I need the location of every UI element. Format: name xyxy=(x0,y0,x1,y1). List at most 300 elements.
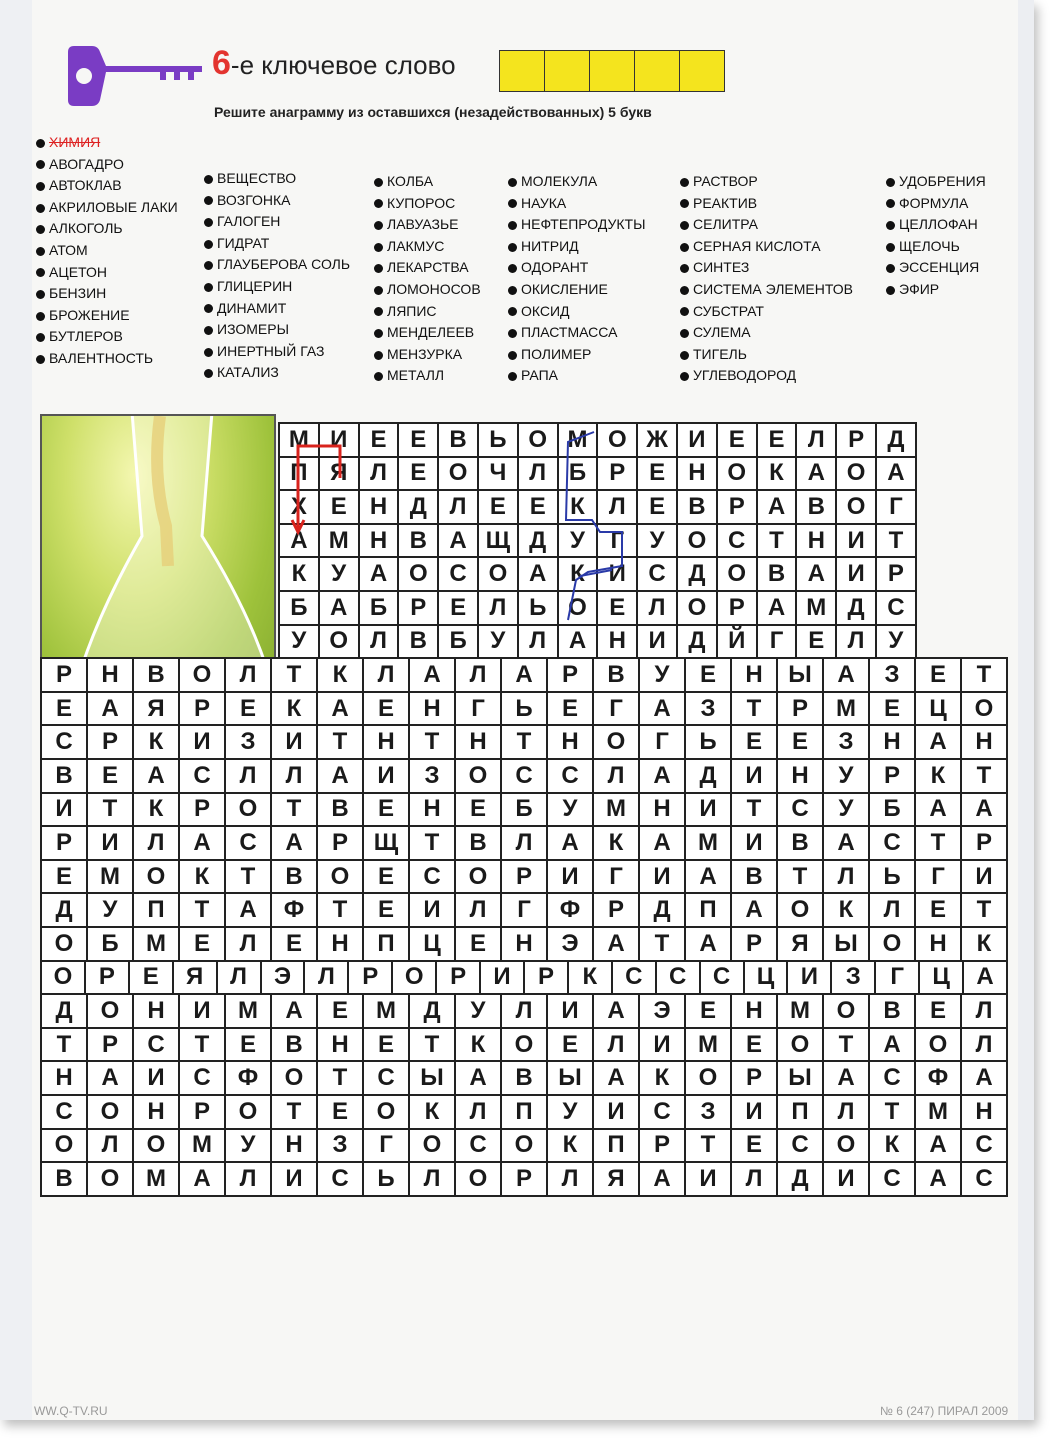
grid-cell[interactable]: Н xyxy=(408,691,456,727)
grid-cell[interactable]: С xyxy=(40,724,88,760)
grid-cell[interactable]: У xyxy=(477,624,519,660)
grid-cell[interactable]: А xyxy=(638,758,686,794)
grid-cell[interactable]: О xyxy=(224,1094,272,1130)
grid-cell[interactable]: Д xyxy=(776,1161,824,1197)
grid-cell[interactable]: И xyxy=(178,993,226,1029)
grid-cell[interactable]: О xyxy=(684,1060,732,1096)
grid-cell[interactable]: Л xyxy=(216,960,262,996)
grid-cell[interactable]: Ф xyxy=(546,892,594,928)
grid-cell[interactable]: В xyxy=(270,1027,318,1063)
grid-cell[interactable]: К xyxy=(557,489,599,525)
grid-cell[interactable]: М xyxy=(132,926,180,962)
grid-cell[interactable]: Р xyxy=(435,960,481,996)
grid-cell[interactable]: З xyxy=(830,960,876,996)
grid-cell[interactable]: Е xyxy=(362,859,410,895)
grid-cell[interactable]: Л xyxy=(795,422,837,458)
grid-cell[interactable]: У xyxy=(546,792,594,828)
grid-cell[interactable]: С xyxy=(316,1161,364,1197)
grid-cell[interactable]: И xyxy=(822,1161,870,1197)
grid-cell[interactable]: А xyxy=(914,724,962,760)
grid-cell[interactable]: Т xyxy=(224,859,272,895)
grid-cell[interactable]: О xyxy=(40,960,86,996)
grid-cell[interactable]: Т xyxy=(408,825,456,861)
grid-cell[interactable]: Т xyxy=(408,1027,456,1063)
grid-cell[interactable]: А xyxy=(638,1161,686,1197)
grid-cell[interactable]: Т xyxy=(776,859,824,895)
grid-cell[interactable]: Е xyxy=(546,691,594,727)
grid-cell[interactable]: С xyxy=(875,590,917,626)
grid-cell[interactable]: Е xyxy=(224,691,272,727)
grid-cell[interactable]: М xyxy=(795,590,837,626)
grid-cell[interactable]: З xyxy=(868,657,916,693)
grid-cell[interactable]: Е xyxy=(40,859,88,895)
grid-cell[interactable]: О xyxy=(716,556,758,592)
grid-cell[interactable]: Т xyxy=(960,758,1008,794)
grid-cell[interactable]: Й xyxy=(716,624,758,660)
grid-cell[interactable]: С xyxy=(638,1094,686,1130)
grid-cell[interactable]: О xyxy=(676,590,718,626)
grid-cell[interactable]: О xyxy=(224,792,272,828)
grid-cell[interactable]: Л xyxy=(454,657,502,693)
grid-cell[interactable]: А xyxy=(960,792,1008,828)
grid-cell[interactable]: Д xyxy=(676,556,718,592)
grid-cell[interactable]: Е xyxy=(316,1094,364,1130)
grid-cell[interactable]: Н xyxy=(914,926,962,962)
grid-cell[interactable]: Е xyxy=(730,724,778,760)
grid-cell[interactable]: Р xyxy=(868,758,916,794)
grid-cell[interactable]: Л xyxy=(835,624,877,660)
grid-cell[interactable]: К xyxy=(868,1128,916,1164)
grid-cell[interactable]: С xyxy=(636,556,678,592)
grid-cell[interactable]: Р xyxy=(397,590,439,626)
answer-box[interactable] xyxy=(679,50,725,92)
grid-cell[interactable]: И xyxy=(684,1161,732,1197)
grid-cell[interactable]: М xyxy=(776,993,824,1029)
grid-cell[interactable]: И xyxy=(132,1060,180,1096)
grid-cell[interactable]: Е xyxy=(636,489,678,525)
grid-cell[interactable]: Т xyxy=(822,1027,870,1063)
grid-cell[interactable]: Р xyxy=(776,691,824,727)
grid-cell[interactable]: В xyxy=(454,825,502,861)
grid-cell[interactable]: Л xyxy=(592,1027,640,1063)
grid-cell[interactable]: Б xyxy=(358,590,400,626)
grid-cell[interactable]: Л xyxy=(270,758,318,794)
grid-cell[interactable]: К xyxy=(914,758,962,794)
grid-cell[interactable]: Р xyxy=(316,825,364,861)
grid-cell[interactable]: И xyxy=(684,792,732,828)
grid-cell[interactable]: Р xyxy=(523,960,569,996)
grid-cell[interactable]: В xyxy=(500,1060,548,1096)
grid-cell[interactable]: Л xyxy=(960,993,1008,1029)
grid-cell[interactable]: К xyxy=(454,1027,502,1063)
grid-cell[interactable]: Л xyxy=(592,758,640,794)
grid-cell[interactable]: И xyxy=(786,960,832,996)
grid-cell[interactable]: П xyxy=(362,926,410,962)
grid-cell[interactable]: А xyxy=(684,859,732,895)
grid-cell[interactable]: Н xyxy=(795,523,837,559)
grid-cell[interactable]: Ф xyxy=(914,1060,962,1096)
grid-cell[interactable]: А xyxy=(408,657,456,693)
grid-cell[interactable]: К xyxy=(546,1128,594,1164)
grid-cell[interactable]: Л xyxy=(454,1094,502,1130)
grid-cell[interactable]: А xyxy=(592,993,640,1029)
grid-cell[interactable]: И xyxy=(835,556,877,592)
grid-cell[interactable]: С xyxy=(546,758,594,794)
grid-cell[interactable]: О xyxy=(835,456,877,492)
grid-cell[interactable]: М xyxy=(178,1128,226,1164)
grid-cell[interactable]: О xyxy=(316,859,364,895)
grid-cell[interactable]: Р xyxy=(178,792,226,828)
grid-cell[interactable]: Б xyxy=(500,792,548,828)
grid-cell[interactable]: Ы xyxy=(776,657,824,693)
grid-cell[interactable]: В xyxy=(316,792,364,828)
grid-cell[interactable]: К xyxy=(316,657,364,693)
grid-cell[interactable]: Л xyxy=(224,926,272,962)
grid-cell[interactable]: Е xyxy=(546,1027,594,1063)
grid-cell[interactable]: Д xyxy=(835,590,877,626)
grid-cell[interactable]: О xyxy=(40,926,88,962)
grid-cell[interactable]: П xyxy=(776,1094,824,1130)
grid-cell[interactable]: У xyxy=(875,624,917,660)
grid-cell[interactable]: В xyxy=(397,523,439,559)
grid-cell[interactable]: Р xyxy=(730,926,778,962)
grid-cell[interactable]: Е xyxy=(477,489,519,525)
grid-cell[interactable]: Ж xyxy=(636,422,678,458)
grid-cell[interactable]: С xyxy=(868,825,916,861)
grid-cell[interactable]: А xyxy=(868,1027,916,1063)
grid-cell[interactable]: Д xyxy=(40,892,88,928)
grid-cell[interactable]: Л xyxy=(546,1161,594,1197)
grid-cell[interactable]: И xyxy=(408,892,456,928)
grid-cell[interactable]: Д xyxy=(408,993,456,1029)
grid-cell[interactable]: Р xyxy=(86,724,134,760)
grid-cell[interactable]: О xyxy=(776,1027,824,1063)
grid-cell[interactable]: М xyxy=(132,1161,180,1197)
grid-cell[interactable]: С xyxy=(437,556,479,592)
grid-cell[interactable]: Е xyxy=(684,993,732,1029)
grid-cell[interactable]: П xyxy=(278,456,320,492)
grid-cell[interactable]: С xyxy=(178,1060,226,1096)
grid-cell[interactable]: И xyxy=(638,1027,686,1063)
grid-cell[interactable]: С xyxy=(132,1027,180,1063)
grid-cell[interactable]: А xyxy=(756,489,798,525)
grid-cell[interactable]: К xyxy=(278,556,320,592)
grid-cell[interactable]: Н xyxy=(132,993,180,1029)
grid-cell[interactable]: Г xyxy=(756,624,798,660)
grid-cell[interactable]: Н xyxy=(730,657,778,693)
grid-cell[interactable]: У xyxy=(638,657,686,693)
grid-cell[interactable]: А xyxy=(318,590,360,626)
grid-cell[interactable]: З xyxy=(408,758,456,794)
grid-cell[interactable]: А xyxy=(178,825,226,861)
grid-cell[interactable]: Е xyxy=(397,422,439,458)
grid-cell[interactable]: Г xyxy=(592,859,640,895)
grid-cell[interactable]: Е xyxy=(454,926,502,962)
grid-cell[interactable]: А xyxy=(224,892,272,928)
grid-cell[interactable]: Л xyxy=(822,1094,870,1130)
grid-cell[interactable]: З xyxy=(224,724,272,760)
grid-cell[interactable]: М xyxy=(684,1027,732,1063)
grid-cell[interactable]: Е xyxy=(914,993,962,1029)
grid-cell[interactable]: М xyxy=(592,792,640,828)
grid-cell[interactable]: Л xyxy=(437,489,479,525)
grid-cell[interactable]: Ь xyxy=(477,422,519,458)
grid-cell[interactable]: А xyxy=(437,523,479,559)
grid-cell[interactable]: А xyxy=(795,556,837,592)
grid-cell[interactable]: Л xyxy=(730,1161,778,1197)
grid-cell[interactable]: Я xyxy=(172,960,218,996)
grid-cell[interactable]: Е xyxy=(684,657,732,693)
grid-cell[interactable]: А xyxy=(914,1128,962,1164)
grid-cell[interactable]: В xyxy=(397,624,439,660)
grid-cell[interactable]: Ч xyxy=(477,456,519,492)
grid-cell[interactable]: Т xyxy=(178,892,226,928)
grid-cell[interactable]: О xyxy=(914,1027,962,1063)
grid-cell[interactable]: О xyxy=(132,859,180,895)
grid-cell[interactable]: Б xyxy=(86,926,134,962)
grid-cell[interactable]: Н xyxy=(776,758,824,794)
grid-cell[interactable]: О xyxy=(454,1161,502,1197)
grid-cell[interactable]: О xyxy=(868,926,916,962)
grid-cell[interactable]: О xyxy=(437,456,479,492)
answer-box[interactable] xyxy=(499,50,545,92)
grid-cell[interactable]: М xyxy=(362,993,410,1029)
grid-cell[interactable]: С xyxy=(699,960,745,996)
grid-cell[interactable]: А xyxy=(270,993,318,1029)
grid-cell[interactable]: А xyxy=(517,556,559,592)
grid-cell[interactable]: К xyxy=(960,926,1008,962)
grid-cell[interactable]: А xyxy=(962,960,1008,996)
grid-cell[interactable]: Л xyxy=(224,657,272,693)
grid-cell[interactable]: Щ xyxy=(477,523,519,559)
grid-cell[interactable]: В xyxy=(795,489,837,525)
grid-cell[interactable]: Г xyxy=(454,691,502,727)
grid-cell[interactable]: Л xyxy=(596,489,638,525)
grid-cell[interactable]: А xyxy=(316,758,364,794)
grid-cell[interactable]: Н xyxy=(408,792,456,828)
grid-cell[interactable]: Т xyxy=(868,1094,916,1130)
grid-cell[interactable]: Н xyxy=(40,1060,88,1096)
grid-cell[interactable]: К xyxy=(822,892,870,928)
grid-cell[interactable]: О xyxy=(776,892,824,928)
grid-cell[interactable]: С xyxy=(776,1128,824,1164)
grid-cell[interactable]: У xyxy=(454,993,502,1029)
grid-cell[interactable]: В xyxy=(40,1161,88,1197)
grid-cell[interactable]: А xyxy=(638,691,686,727)
grid-cell[interactable]: Р xyxy=(178,691,226,727)
grid-cell[interactable]: А xyxy=(178,1161,226,1197)
grid-cell[interactable]: Д xyxy=(875,422,917,458)
grid-cell[interactable]: С xyxy=(960,1128,1008,1164)
grid-cell[interactable]: Т xyxy=(316,892,364,928)
grid-cell[interactable]: О xyxy=(178,657,226,693)
grid-cell[interactable]: С xyxy=(868,1060,916,1096)
grid-cell[interactable]: Т xyxy=(914,825,962,861)
grid-cell[interactable]: С xyxy=(408,859,456,895)
grid-cell[interactable]: Л xyxy=(868,892,916,928)
grid-cell[interactable]: К xyxy=(567,960,613,996)
grid-cell[interactable]: П xyxy=(592,1128,640,1164)
grid-cell[interactable]: В xyxy=(132,657,180,693)
grid-cell[interactable]: Е xyxy=(776,724,824,760)
grid-cell[interactable]: Е xyxy=(868,691,916,727)
grid-cell[interactable]: П xyxy=(500,1094,548,1130)
grid-cell[interactable]: О xyxy=(270,1060,318,1096)
grid-cell[interactable]: Р xyxy=(835,422,877,458)
grid-cell[interactable]: Ц xyxy=(914,691,962,727)
grid-cell[interactable]: У xyxy=(278,624,320,660)
grid-cell[interactable]: Л xyxy=(636,590,678,626)
grid-cell[interactable]: С xyxy=(611,960,657,996)
grid-cell[interactable]: Ц xyxy=(918,960,964,996)
grid-cell[interactable]: Н xyxy=(960,1094,1008,1130)
grid-cell[interactable]: С xyxy=(655,960,701,996)
grid-cell[interactable]: Т xyxy=(270,792,318,828)
grid-cell[interactable]: З xyxy=(822,724,870,760)
grid-cell[interactable]: Ь xyxy=(868,859,916,895)
grid-cell[interactable]: Р xyxy=(596,456,638,492)
grid-cell[interactable]: Д xyxy=(40,993,88,1029)
grid-cell[interactable]: М xyxy=(822,691,870,727)
grid-cell[interactable]: П xyxy=(684,892,732,928)
grid-cell[interactable]: Е xyxy=(362,792,410,828)
grid-cell[interactable]: Р xyxy=(347,960,393,996)
grid-cell[interactable]: Щ xyxy=(362,825,410,861)
grid-cell[interactable]: Е xyxy=(596,590,638,626)
grid-cell[interactable]: З xyxy=(316,1128,364,1164)
grid-cell[interactable]: К xyxy=(132,724,180,760)
grid-cell[interactable]: Е xyxy=(397,456,439,492)
grid-cell[interactable]: И xyxy=(546,859,594,895)
grid-cell[interactable]: Е xyxy=(795,624,837,660)
grid-cell[interactable]: А xyxy=(960,1060,1008,1096)
grid-cell[interactable]: Л xyxy=(477,590,519,626)
grid-cell[interactable]: Т xyxy=(638,926,686,962)
grid-cell[interactable]: З xyxy=(684,1094,732,1130)
grid-cell[interactable]: Т xyxy=(270,657,318,693)
grid-cell[interactable]: А xyxy=(86,691,134,727)
grid-cell[interactable]: О xyxy=(132,1128,180,1164)
grid-cell[interactable]: Д xyxy=(684,758,732,794)
grid-cell[interactable]: М xyxy=(86,859,134,895)
grid-cell[interactable]: О xyxy=(391,960,437,996)
grid-cell[interactable]: Т xyxy=(270,1094,318,1130)
grid-cell[interactable]: Я xyxy=(132,691,180,727)
grid-cell[interactable]: А xyxy=(500,657,548,693)
grid-cell[interactable]: Н xyxy=(638,792,686,828)
grid-cell[interactable]: Ы xyxy=(546,1060,594,1096)
grid-cell[interactable]: Е xyxy=(914,892,962,928)
grid-cell[interactable]: Н xyxy=(132,1094,180,1130)
grid-cell[interactable]: Т xyxy=(86,792,134,828)
grid-cell[interactable]: Е xyxy=(224,1027,272,1063)
grid-cell[interactable]: Т xyxy=(756,523,798,559)
grid-cell[interactable]: Т xyxy=(730,691,778,727)
grid-cell[interactable]: К xyxy=(132,792,180,828)
grid-cell[interactable]: А xyxy=(592,926,640,962)
grid-cell[interactable]: Е xyxy=(86,758,134,794)
grid-cell[interactable]: А xyxy=(278,523,320,559)
grid-cell[interactable]: И xyxy=(730,1094,778,1130)
grid-cell[interactable]: Т xyxy=(730,792,778,828)
grid-cell[interactable]: А xyxy=(914,1161,962,1197)
grid-cell[interactable]: Л xyxy=(517,624,559,660)
grid-cell[interactable]: Р xyxy=(178,1094,226,1130)
grid-cell[interactable]: Ь xyxy=(362,1161,410,1197)
grid-cell[interactable]: Я xyxy=(776,926,824,962)
grid-cell[interactable]: Э xyxy=(638,993,686,1029)
grid-cell[interactable]: У xyxy=(86,892,134,928)
grid-cell[interactable]: Е xyxy=(362,1027,410,1063)
grid-cell[interactable]: Н xyxy=(316,926,364,962)
grid-cell[interactable]: Т xyxy=(875,523,917,559)
grid-cell[interactable]: О xyxy=(960,691,1008,727)
grid-cell[interactable]: О xyxy=(86,1094,134,1130)
grid-cell[interactable]: Е xyxy=(362,892,410,928)
grid-cell[interactable]: Ф xyxy=(224,1060,272,1096)
grid-cell[interactable]: О xyxy=(500,1027,548,1063)
grid-cell[interactable]: Г xyxy=(500,892,548,928)
grid-cell[interactable]: Г xyxy=(638,724,686,760)
grid-cell[interactable]: Т xyxy=(316,1060,364,1096)
grid-cell[interactable]: Л xyxy=(822,859,870,895)
grid-cell[interactable]: И xyxy=(638,859,686,895)
grid-cell[interactable]: Н xyxy=(676,456,718,492)
grid-cell[interactable]: С xyxy=(960,1161,1008,1197)
grid-cell[interactable]: Е xyxy=(270,926,318,962)
grid-cell[interactable]: И xyxy=(960,859,1008,895)
grid-cell[interactable]: Р xyxy=(730,1060,778,1096)
grid-cell[interactable]: Л xyxy=(303,960,349,996)
grid-cell[interactable]: О xyxy=(822,1128,870,1164)
grid-cell[interactable]: Н xyxy=(316,1027,364,1063)
grid-cell[interactable]: Н xyxy=(358,489,400,525)
grid-cell[interactable]: Ы xyxy=(776,1060,824,1096)
grid-cell[interactable]: А xyxy=(358,556,400,592)
grid-cell[interactable]: Ц xyxy=(743,960,789,996)
grid-cell[interactable]: И xyxy=(270,724,318,760)
grid-cell[interactable]: И xyxy=(178,724,226,760)
grid-cell[interactable]: Т xyxy=(40,1027,88,1063)
grid-cell[interactable]: О xyxy=(408,1128,456,1164)
grid-cell[interactable]: Д xyxy=(676,624,718,660)
grid-cell[interactable]: А xyxy=(730,892,778,928)
grid-cell[interactable]: У xyxy=(557,523,599,559)
grid-cell[interactable]: Р xyxy=(40,825,88,861)
grid-cell[interactable]: Е xyxy=(318,489,360,525)
grid-cell[interactable]: О xyxy=(318,624,360,660)
grid-cell[interactable]: Л xyxy=(500,993,548,1029)
grid-cell[interactable]: О xyxy=(596,422,638,458)
grid-cell[interactable]: М xyxy=(684,825,732,861)
grid-cell[interactable]: Е xyxy=(914,657,962,693)
grid-cell[interactable]: Х xyxy=(278,489,320,525)
grid-cell[interactable]: Л xyxy=(358,456,400,492)
grid-cell[interactable]: И xyxy=(730,758,778,794)
grid-cell[interactable]: Д xyxy=(397,489,439,525)
grid-cell[interactable]: В xyxy=(40,758,88,794)
grid-cell[interactable]: Е xyxy=(316,993,364,1029)
answer-box[interactable] xyxy=(544,50,590,92)
grid-cell[interactable]: Н xyxy=(86,657,134,693)
grid-cell[interactable]: Я xyxy=(318,456,360,492)
grid-cell[interactable]: И xyxy=(676,422,718,458)
grid-cell[interactable]: О xyxy=(477,556,519,592)
grid-cell[interactable]: С xyxy=(868,1161,916,1197)
grid-cell[interactable]: К xyxy=(557,556,599,592)
grid-cell[interactable]: С xyxy=(716,523,758,559)
grid-cell[interactable]: Ы xyxy=(408,1060,456,1096)
